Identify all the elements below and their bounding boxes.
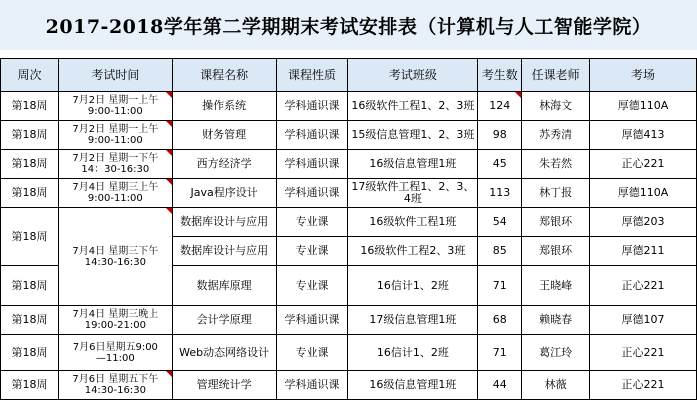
teacher-cell: 王晓峰 — [522, 266, 590, 306]
type-cell: 学科通识课 — [276, 150, 348, 179]
week-cell: 第18周 — [1, 92, 59, 121]
teacher-cell: 林海文 — [522, 92, 590, 121]
type-cell: 专业课 — [276, 208, 348, 237]
time-range: 9:00-11:00 — [87, 106, 143, 117]
teacher-cell: 郑银环 — [522, 237, 590, 266]
course-cell: 西方经济学 — [172, 150, 276, 179]
header-teacher: 任课老师 — [522, 59, 590, 92]
room-cell: 厚德413 — [590, 121, 697, 150]
time-date: 7月4日 星期三上午 — [72, 182, 159, 193]
teacher-cell: 葛江玲 — [522, 335, 590, 371]
type-cell: 专业课 — [276, 266, 348, 306]
time-date: 7月6日星期五9:00 — [72, 341, 158, 353]
count-cell: 54 — [478, 208, 522, 237]
course-cell: 操作系统 — [172, 92, 276, 121]
week-cell: 第18周 — [1, 208, 59, 266]
table-row — [1, 179, 697, 208]
header-course: 课程名称 — [172, 59, 276, 92]
class-cell: 16级软件工程1、2、3班 — [348, 92, 478, 121]
header-row — [1, 59, 697, 92]
teacher-cell: 林丁报 — [522, 179, 590, 208]
class-cell: 16级信息管理1班 — [348, 371, 478, 400]
room-cell: 厚德203 — [590, 208, 697, 237]
header-type: 课程性质 — [276, 59, 348, 92]
table-row — [1, 150, 697, 179]
header-class: 考试班级 — [348, 59, 478, 92]
teacher-cell: 赖晓春 — [522, 306, 590, 335]
week-cell: 第18周 — [1, 121, 59, 150]
time-date: 7月4日 星期三下午 — [72, 245, 159, 257]
count-cell: 44 — [478, 371, 522, 400]
time-date: 7月2日 星期一上午 — [72, 95, 159, 106]
room-cell: 厚德107 — [590, 306, 697, 335]
teacher-cell: 朱若然 — [522, 150, 590, 179]
table-row — [1, 306, 697, 335]
course-cell: Web动态网络设计 — [172, 335, 276, 371]
type-cell: 学科通识课 — [276, 371, 348, 400]
week-cell: 第18周 — [1, 266, 59, 306]
time-range: 19:00-21:00 — [84, 320, 146, 331]
count-cell: 45 — [478, 150, 522, 179]
room-cell: 厚德211 — [590, 237, 697, 266]
count-cell: 68 — [478, 306, 522, 335]
time-date: 7月4日 星期三晚上 — [72, 309, 159, 320]
teacher-cell: 林薇 — [522, 371, 590, 400]
week-cell: 第18周 — [1, 179, 59, 208]
class-cell: 16信计1、2班 — [348, 266, 478, 306]
count-cell: 71 — [478, 335, 522, 371]
teacher-cell: 苏秀清 — [522, 121, 590, 150]
class-cell: 17级软件工程1、2、3、4班 — [348, 179, 478, 208]
time-range: 9:00-11:00 — [87, 135, 143, 146]
room-cell: 厚德110A — [590, 92, 697, 121]
room-cell: 正心221 — [590, 371, 697, 400]
teacher-cell: 郑银环 — [522, 208, 590, 237]
header-time: 考试时间 — [58, 59, 172, 92]
week-cell: 第18周 — [1, 306, 59, 335]
page-title: 2017-2018学年第二学期期末考试安排表（计算机与人工智能学院） — [45, 15, 652, 38]
time-date: 7月6日 星期五下午 — [72, 374, 159, 385]
type-cell: 学科通识课 — [276, 92, 348, 121]
time-cell — [58, 371, 172, 400]
room-cell: 正心221 — [590, 335, 697, 371]
count-cell: 124 — [478, 92, 522, 121]
type-cell: 学科通识课 — [276, 306, 348, 335]
time-date: 7月2日 星期一下午 — [72, 153, 159, 164]
class-cell: 16级软件工程2、3班 — [348, 237, 478, 266]
table-row — [1, 92, 697, 121]
time-cell — [58, 150, 172, 179]
table-row — [1, 121, 697, 150]
type-cell: 专业课 — [276, 237, 348, 266]
header-room: 考场 — [590, 59, 697, 92]
course-cell: Java程序设计 — [172, 179, 276, 208]
class-cell: 16信计1、2班 — [348, 335, 478, 371]
course-cell: 管理统计学 — [172, 371, 276, 400]
header-week: 周次 — [1, 59, 59, 92]
week-cell: 第18周 — [1, 335, 59, 371]
course-cell: 数据库设计与应用 — [172, 237, 276, 266]
type-cell: 学科通识课 — [276, 121, 348, 150]
class-cell: 15级信息管理1、2、3班 — [348, 121, 478, 150]
table-row — [1, 335, 697, 371]
header-count: 考生数 — [478, 59, 522, 92]
type-cell: 专业课 — [276, 335, 348, 371]
week-cell: 第18周 — [1, 371, 59, 400]
room-cell: 厚德110A — [590, 179, 697, 208]
course-cell: 数据库原理 — [172, 266, 276, 306]
course-cell: 财务管理 — [172, 121, 276, 150]
class-cell: 16级信息管理1班 — [348, 150, 478, 179]
time-range: —11:00 — [95, 352, 135, 364]
time-cell — [58, 179, 172, 208]
room-cell: 正心221 — [590, 266, 697, 306]
exam-schedule-table — [0, 58, 697, 400]
time-cell — [58, 92, 172, 121]
course-cell: 数据库设计与应用 — [172, 208, 276, 237]
time-range: 14：30-16:30 — [81, 164, 150, 175]
count-cell: 113 — [478, 179, 522, 208]
type-cell: 学科通识课 — [276, 179, 348, 208]
time-cell — [58, 306, 172, 335]
room-cell: 正心221 — [590, 150, 697, 179]
time-date: 7月2日 星期一上午 — [72, 124, 159, 135]
time-cell — [58, 121, 172, 150]
time-range: 9:00-11:00 — [87, 193, 143, 204]
count-cell: 71 — [478, 266, 522, 306]
class-cell: 16级软件工程1班 — [348, 208, 478, 237]
course-cell: 会计学原理 — [172, 306, 276, 335]
time-range: 14:30-16:30 — [84, 256, 146, 268]
time-cell — [58, 208, 172, 306]
count-cell: 98 — [478, 121, 522, 150]
class-cell: 17级信息管理1班 — [348, 306, 478, 335]
time-range: 14:30-16:30 — [84, 385, 146, 396]
week-cell: 第18周 — [1, 150, 59, 179]
title-bar — [0, 0, 697, 50]
table-row — [1, 371, 697, 400]
table-row — [1, 208, 697, 237]
time-cell — [58, 335, 172, 371]
count-cell: 85 — [478, 237, 522, 266]
